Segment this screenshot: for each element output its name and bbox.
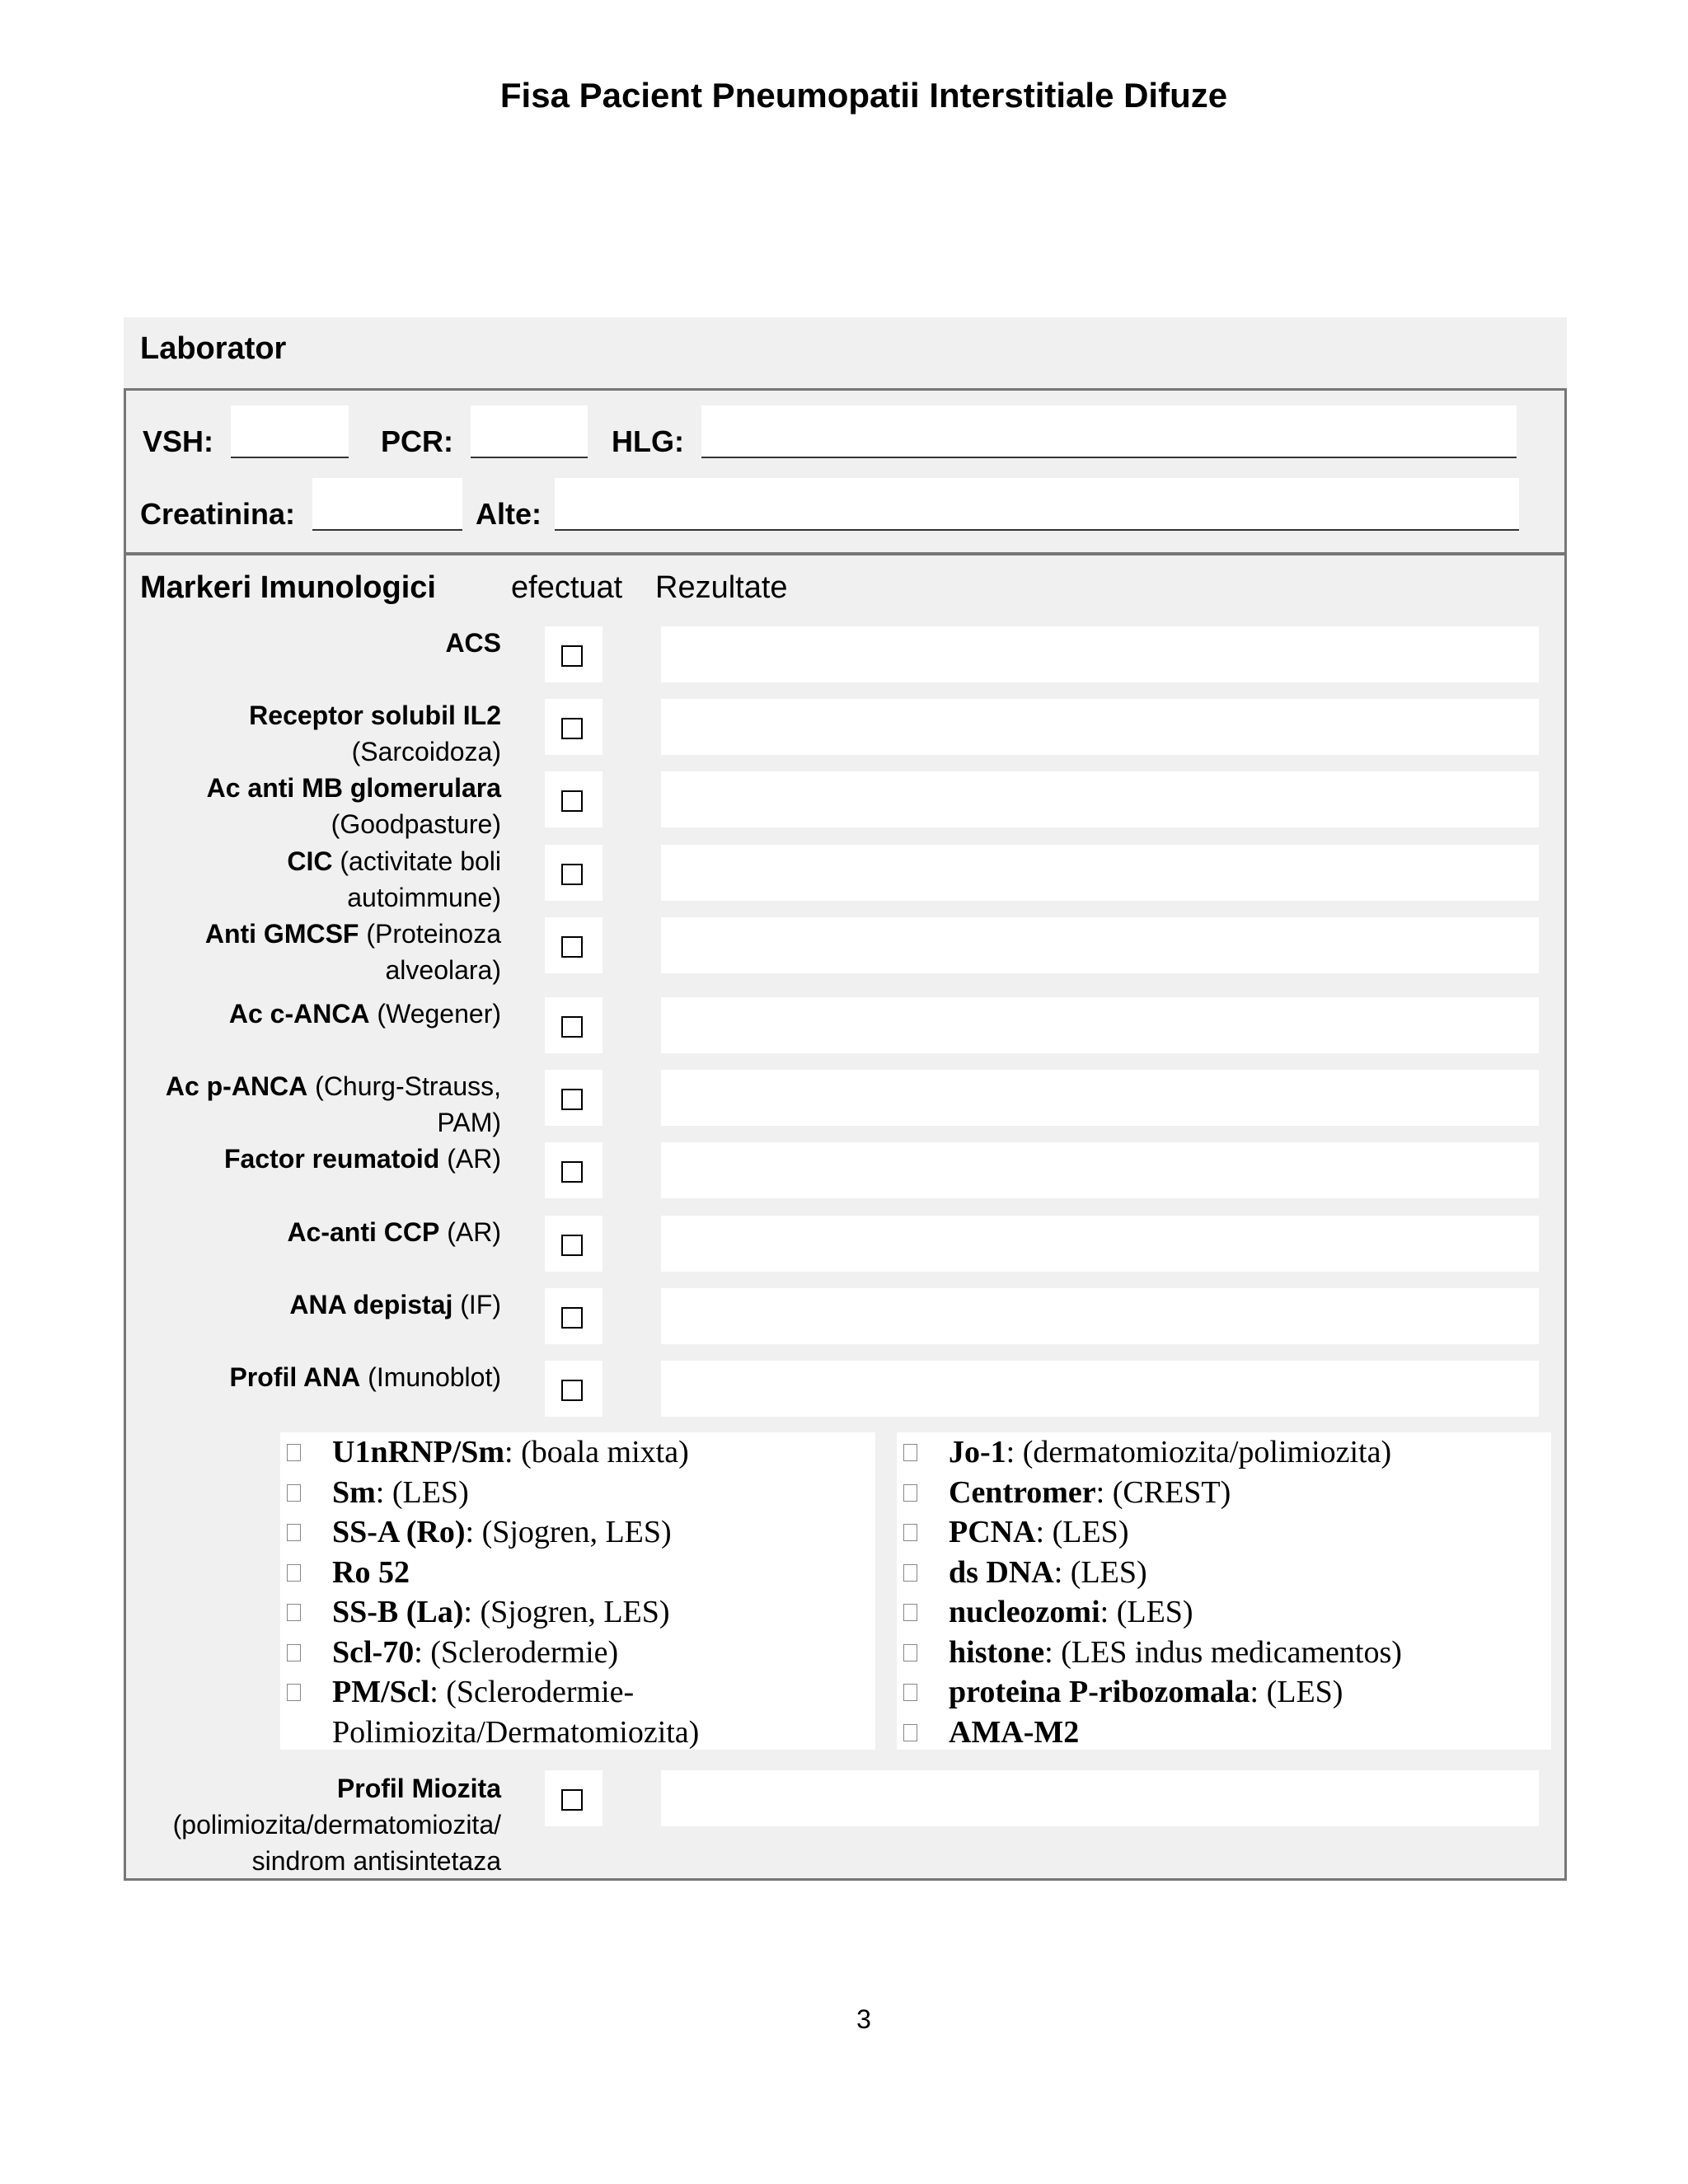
- marker-result-input[interactable]: [661, 771, 1539, 827]
- marker-label: [155, 916, 501, 988]
- ana-profile-item: [897, 1473, 1551, 1513]
- ana-profile-checkbox[interactable]: [287, 1444, 301, 1461]
- marker-result-input[interactable]: [661, 626, 1539, 682]
- marker-label-note: (Wegener): [369, 999, 501, 1029]
- ana-profile-item-note: Polimiozita/Dermatomiozita): [332, 1714, 700, 1750]
- hlg-input[interactable]: [701, 405, 1517, 458]
- marker-label-bold: Ac c-ANCA: [228, 999, 370, 1029]
- page-title: Fisa Pacient Pneumopatii Interstitiale Difuze: [499, 76, 1228, 115]
- marker-label-note: (AR): [439, 1144, 501, 1174]
- marker-label-bold: ACS: [445, 628, 501, 658]
- ana-profile-item-name: SS-B (La): [332, 1595, 464, 1629]
- ana-profile-item-note: : (LES): [1035, 1515, 1129, 1549]
- ana-profile-checkbox[interactable]: [287, 1524, 301, 1541]
- ana-profile-item: [280, 1672, 875, 1713]
- ana-profile-item-note: : (Sjogren, LES): [465, 1515, 672, 1549]
- alte-label: Alte:: [476, 497, 542, 531]
- marker-label-bold: Factor reumatoid: [223, 1144, 440, 1174]
- marker-label: [155, 1141, 501, 1177]
- creatinina-label: Creatinina:: [140, 497, 296, 531]
- ana-profile-checkbox[interactable]: [287, 1604, 301, 1621]
- marker-label: [155, 843, 501, 916]
- ana-profile-item: [280, 1592, 875, 1633]
- miozita-label-line2: (polimiozita/dermatomiozita/: [172, 1810, 501, 1840]
- ana-profile-item-name: U1nRNP/Sm: [332, 1435, 505, 1469]
- vsh-label: VSH:: [143, 424, 214, 458]
- marker-result-input[interactable]: [661, 1070, 1539, 1126]
- pcr-input[interactable]: [471, 405, 588, 458]
- ana-profile-item-name: Scl-70: [332, 1634, 415, 1670]
- marker-label-note: (Proteinoza: [359, 919, 501, 949]
- rezultate-column-header: Rezultate: [655, 570, 788, 605]
- marker-label: [155, 1214, 501, 1250]
- ana-profile-checkbox[interactable]: [287, 1484, 301, 1502]
- marker-label: [155, 1359, 501, 1395]
- miozita-checkbox[interactable]: [561, 1789, 583, 1811]
- ana-profile-item: [280, 1633, 875, 1673]
- miozita-label-line3: sindrom antisintetaza: [251, 1846, 501, 1876]
- ana-profile-item: [897, 1713, 1551, 1753]
- laborator-heading: Laborator: [140, 331, 287, 366]
- ana-profile-item-name: Jo-1: [949, 1435, 1006, 1469]
- ana-profile-item: [897, 1592, 1551, 1633]
- marker-result-input[interactable]: [661, 1142, 1539, 1198]
- miozita-label-bold: Profil Miozita: [336, 1774, 501, 1803]
- marker-result-input[interactable]: [661, 699, 1539, 755]
- ana-profile-item: [897, 1432, 1551, 1473]
- ana-profile-item-note: : (dermatomiozita/polimiozita): [1006, 1435, 1392, 1469]
- marker-label-line2: autoimmune): [347, 883, 501, 912]
- marker-label: [155, 697, 501, 770]
- ana-profile-checkbox[interactable]: [903, 1484, 917, 1502]
- marker-label-bold: ANA depistaj: [289, 1290, 453, 1319]
- efectuat-column-header: efectuat: [511, 570, 623, 605]
- ana-profile-list-left: [280, 1432, 875, 1750]
- ana-profile-item-note: : (LES): [1100, 1595, 1193, 1629]
- ana-profile-item-name: AMA-M2: [949, 1714, 1080, 1750]
- marker-checkbox[interactable]: [561, 1235, 583, 1256]
- ana-profile-item: [897, 1512, 1551, 1553]
- ana-profile-item: [280, 1553, 875, 1593]
- marker-checkbox[interactable]: [561, 864, 583, 885]
- hlg-label: HLG:: [612, 424, 684, 458]
- vsh-input[interactable]: [231, 405, 349, 458]
- marker-label-note: (AR): [439, 1217, 501, 1247]
- marker-label-note: (Churg-Strauss,: [307, 1071, 501, 1101]
- ana-profile-item: [280, 1432, 875, 1473]
- ana-profile-checkbox[interactable]: [287, 1564, 301, 1582]
- ana-profile-item-note: : (boala mixta): [504, 1435, 689, 1469]
- ana-profile-item-note: : (LES): [375, 1474, 469, 1510]
- marker-label-bold: CIC: [287, 846, 333, 876]
- marker-label: [155, 1286, 501, 1323]
- ana-profile-item-note: : (Sclerodermie-: [429, 1675, 635, 1709]
- marker-label-line2: PAM): [437, 1108, 501, 1137]
- ana-profile-item-name: Sm: [332, 1474, 376, 1510]
- ana-profile-item-name: ds DNA: [949, 1554, 1054, 1590]
- ana-profile-item-name: PM/Scl: [332, 1675, 430, 1709]
- marker-label-bold: Ac-anti CCP: [287, 1217, 440, 1247]
- marker-checkbox[interactable]: [561, 936, 583, 958]
- ana-profile-checkbox[interactable]: [903, 1724, 917, 1741]
- ana-profile-item-note: : (LES): [1053, 1554, 1147, 1590]
- marker-label: [155, 625, 501, 661]
- ana-right-items: [897, 1432, 1551, 1752]
- ana-profile-item: [897, 1672, 1551, 1713]
- ana-profile-item-note: : (CREST): [1095, 1474, 1231, 1510]
- marker-checkbox[interactable]: [561, 1161, 583, 1183]
- ana-profile-item: [897, 1633, 1551, 1673]
- ana-profile-item-name: SS-A (Ro): [332, 1515, 466, 1549]
- marker-result-input[interactable]: [661, 1361, 1539, 1417]
- ana-profile-item-name: histone: [949, 1634, 1045, 1670]
- ana-profile-checkbox[interactable]: [903, 1444, 917, 1461]
- alte-input[interactable]: [555, 478, 1519, 531]
- marker-checkbox[interactable]: [561, 1307, 583, 1329]
- marker-label-line2: alveolara): [385, 955, 501, 985]
- markeri-heading: Markeri Imunologici: [140, 570, 436, 605]
- ana-profile-item-name: Ro 52: [332, 1554, 410, 1590]
- marker-checkbox[interactable]: [561, 1089, 583, 1110]
- ana-profile-checkbox[interactable]: [903, 1644, 917, 1661]
- marker-checkbox[interactable]: [561, 1380, 583, 1401]
- ana-profile-item-name: proteina P-ribozomala: [949, 1675, 1250, 1709]
- marker-result-input[interactable]: [661, 845, 1539, 901]
- creatinina-input[interactable]: [312, 478, 462, 531]
- ana-profile-item-name: PCNA: [949, 1515, 1036, 1549]
- ana-profile-item-name: nucleozomi: [949, 1595, 1100, 1629]
- marker-label-bold: Profil ANA: [229, 1362, 361, 1392]
- ana-profile-item-note: : (Sclerodermie): [414, 1634, 619, 1670]
- ana-profile-item-note: : (Sjogren, LES): [463, 1595, 670, 1629]
- marker-checkbox[interactable]: [561, 790, 583, 812]
- marker-label-bold: Receptor solubil IL2: [249, 701, 501, 730]
- ana-profile-list-right: [897, 1432, 1551, 1750]
- marker-label-note: (activitate boli: [332, 846, 501, 876]
- marker-result-input[interactable]: [661, 917, 1539, 973]
- marker-label-bold: Anti GMCSF: [204, 919, 359, 949]
- marker-label-line2: (Sarcoidoza): [351, 737, 501, 766]
- marker-label: [155, 996, 501, 1032]
- page-number: 3: [856, 2004, 871, 2034]
- miozita-result-input[interactable]: [661, 1770, 1539, 1826]
- ana-profile-checkbox[interactable]: [287, 1684, 301, 1701]
- ana-left-items: [280, 1432, 875, 1752]
- marker-label-bold: Ac p-ANCA: [165, 1071, 308, 1101]
- ana-profile-checkbox[interactable]: [903, 1524, 917, 1541]
- ana-profile-item: [280, 1512, 875, 1553]
- marker-label: [155, 1068, 501, 1141]
- marker-result-input[interactable]: [661, 1288, 1539, 1344]
- ana-profile-item: [280, 1473, 875, 1513]
- marker-checkbox[interactable]: [561, 1016, 583, 1038]
- marker-label-note: (Imunoblot): [360, 1362, 501, 1392]
- marker-checkbox[interactable]: [561, 645, 583, 667]
- marker-label-note: (IF): [452, 1290, 501, 1319]
- ana-profile-item: [897, 1553, 1551, 1593]
- ana-profile-item: [280, 1713, 875, 1753]
- marker-label-bold: Ac anti MB glomerulara: [206, 773, 501, 803]
- marker-checkbox[interactable]: [561, 718, 583, 739]
- ana-profile-checkbox[interactable]: [903, 1684, 917, 1701]
- laborator-header-band: [124, 317, 1567, 390]
- miozita-label: [155, 1770, 501, 1879]
- ana-profile-checkbox[interactable]: [903, 1564, 917, 1582]
- marker-label: [155, 770, 501, 842]
- ana-profile-item-name: Centromer: [949, 1474, 1096, 1510]
- ana-profile-item-note: : (LES): [1250, 1675, 1343, 1709]
- ana-profile-item-note: : (LES indus medicamentos): [1044, 1634, 1402, 1670]
- pcr-label: PCR:: [381, 424, 453, 458]
- ana-profile-checkbox[interactable]: [287, 1644, 301, 1661]
- marker-result-input[interactable]: [661, 1216, 1539, 1272]
- marker-result-input[interactable]: [661, 997, 1539, 1053]
- ana-profile-checkbox[interactable]: [903, 1604, 917, 1621]
- marker-label-line2: (Goodpasture): [331, 809, 501, 839]
